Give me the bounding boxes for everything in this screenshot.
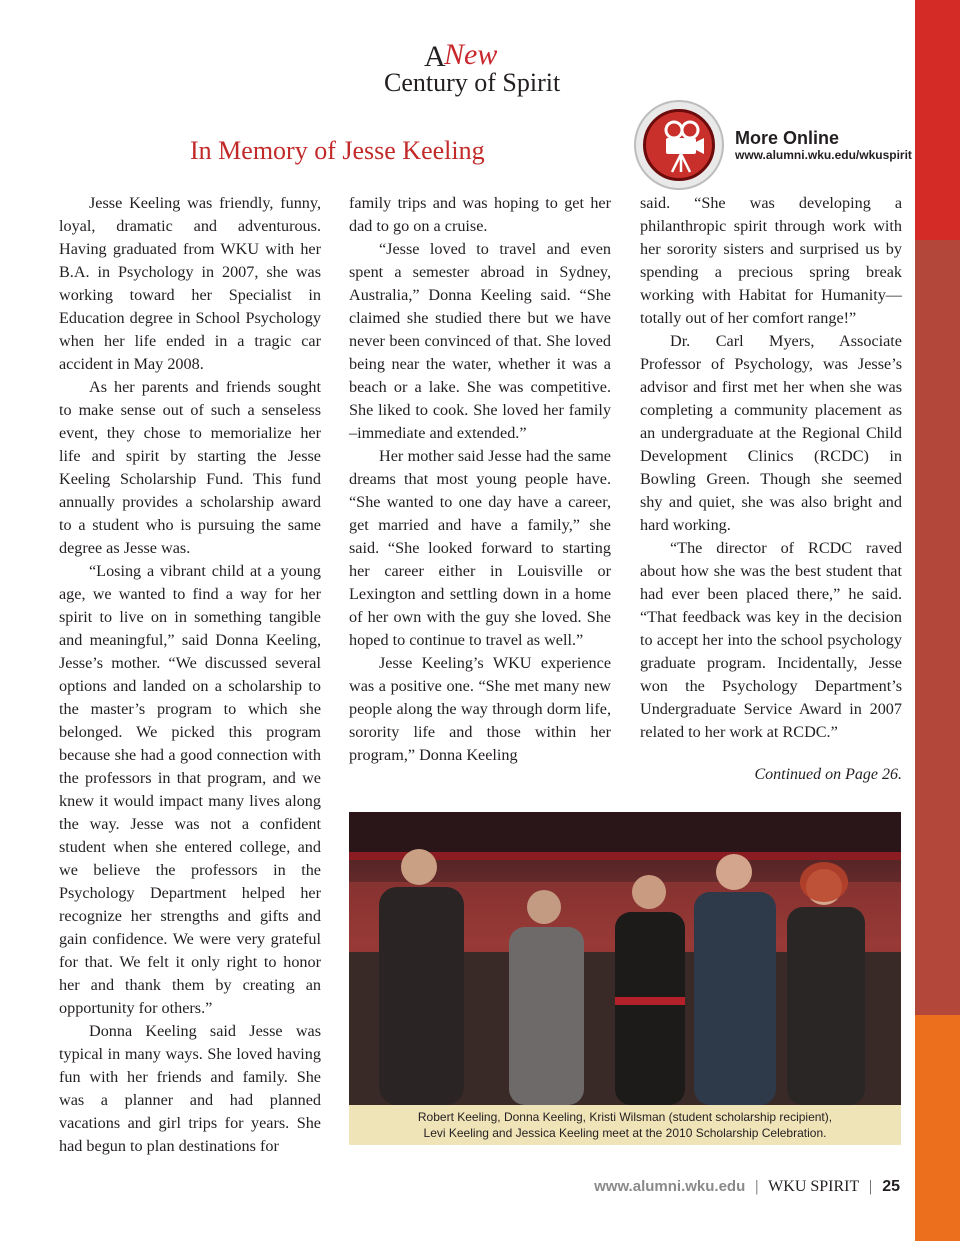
page-footer xyxy=(574,1178,900,1196)
group-photo xyxy=(349,812,901,1105)
photo-caption xyxy=(349,1109,901,1141)
caption-line: Robert Keeling, Donna Keeling, Kristi Wilsman (student scholarship recipient), xyxy=(417,1110,833,1124)
article-column-1 xyxy=(59,192,321,1158)
paragraph: Jesse Keeling’s WKU experience was a positive one. “She met many new people along the way through dorm life, sorority life and those within her program,” Donna Keeling xyxy=(349,654,611,764)
footer-separator: | xyxy=(869,1178,873,1195)
paragraph: Jesse Keeling was friendly, funny, loyal, dramatic and adventurous. Having graduated from WKU with her B.A. in Psychology in 2007, she was working toward her Specialist in Education degree in School Psychology when her life ended in a tragic car accident in May 2008. xyxy=(59,194,321,373)
logo-new-script: New xyxy=(444,38,498,71)
paragraph: said. “She was developing a philanthropic spirit through work with her sorority sisters and surprised us by spending a precious spring break working with Habitat for Humanity—totally out of her comfort range!” xyxy=(640,194,902,327)
paragraph: Donna Keeling said Jesse was typical in many ways. She loved having fun with her friends and family. She was a planner and had planned vacations and girl trips for years. She had begun to plan destinations for xyxy=(59,1022,321,1155)
more-online-link[interactable]: www.alumni.wku.edu/wkuspirit xyxy=(735,148,912,162)
paragraph: As her parents and friends sought to make sense out of such a senseless event, they chose to memorialize her life and spirit by starting the Jesse Keeling Scholarship Fund. This fund annually provides a scholarship award to a student who is pursuing the same degree as Jesse was. xyxy=(59,378,321,557)
more-online-badge[interactable] xyxy=(634,100,724,190)
logo-century-of-spirit: Century of Spirit xyxy=(384,68,561,97)
paragraph: “Losing a vibrant child at a young age, we wanted to find a way for her spirit to live on in something tangible and meaningful,” said Donna Keeling, Jesse’s mother. “We discussed several options and landed on a scholarship to the master’s program to which she belonged. We picked this program because she had a good connection with the professors in that program, and we knew it would impact many lives along the way. Jesse was not a confident student when she entered college, and we believe the professors in the Psychology Department helped her recognize her strengths and gifts and gain confidence. We were very grateful for that. We felt it only right to honor her and thank them by creating an opportunity for others.” xyxy=(59,562,321,1017)
continued-note: Continued on Page 26. xyxy=(754,766,902,783)
article-column-2 xyxy=(349,192,611,767)
article-title: In Memory of Jesse Keeling xyxy=(190,136,485,165)
film-camera-icon xyxy=(648,112,714,180)
more-online-title: More Online xyxy=(735,128,840,148)
paragraph: Her mother said Jesse had the same dreams that most young people have. “She wanted to one day have a career, get married and have a family,” she said. “She looked forward to starting her career either in Louisville or Lexington and settling down in a home of her own with the guy she loved. She hoped to continue to travel as well.” xyxy=(349,447,611,649)
sidebar-orange-block xyxy=(915,1015,960,1241)
paragraph: Dr. Carl Myers, Associate Professor of Psychology, was Jesse’s advisor and first met her when she was completing a community placement as an undergraduate at the Regional Child Development Clinics (RCDC) in Bowling Green. Though she seemed shy and quiet, she was also bright and hard working. xyxy=(640,332,902,534)
paragraph: family trips and was hoping to get her dad to go on a cruise. xyxy=(349,194,611,235)
photo-illustration xyxy=(349,812,901,1105)
caption-line: Levi Keeling and Jessica Keeling meet at the 2010 Scholarship Celebration. xyxy=(423,1126,827,1140)
footer-separator: | xyxy=(755,1178,759,1195)
article-column-3 xyxy=(640,192,902,744)
sidebar-brick-block xyxy=(915,240,960,1015)
paragraph: “The director of RCDC raved about how she was the best student that had ever been placed there,” he said. “That feedback was key in the decision to accept her into the school psychology graduate program. Incidentally, Jesse won the Psychology Department’s Undergraduate Service Award in 2007 related to her work at RCDC.” xyxy=(640,539,902,741)
paragraph: “Jesse loved to travel and even spent a semester abroad in Sydney, Australia,” Donna Keeling said. “She claimed she studied there but we have never been convinced of that. She loved being near the water, whether it was a beach or a lake. She was competitive. She liked to cook. She loved her family –immediate and extended.” xyxy=(349,240,611,442)
sidebar-red-block xyxy=(915,0,960,240)
logo-letter-a: A xyxy=(424,40,446,73)
color-sidebar xyxy=(915,0,960,1241)
page-number: 25 xyxy=(882,1178,900,1195)
footer-magazine-name: WKU SPIRIT xyxy=(768,1178,859,1195)
series-logo xyxy=(384,36,584,106)
footer-url[interactable]: www.alumni.wku.edu xyxy=(594,1178,746,1195)
